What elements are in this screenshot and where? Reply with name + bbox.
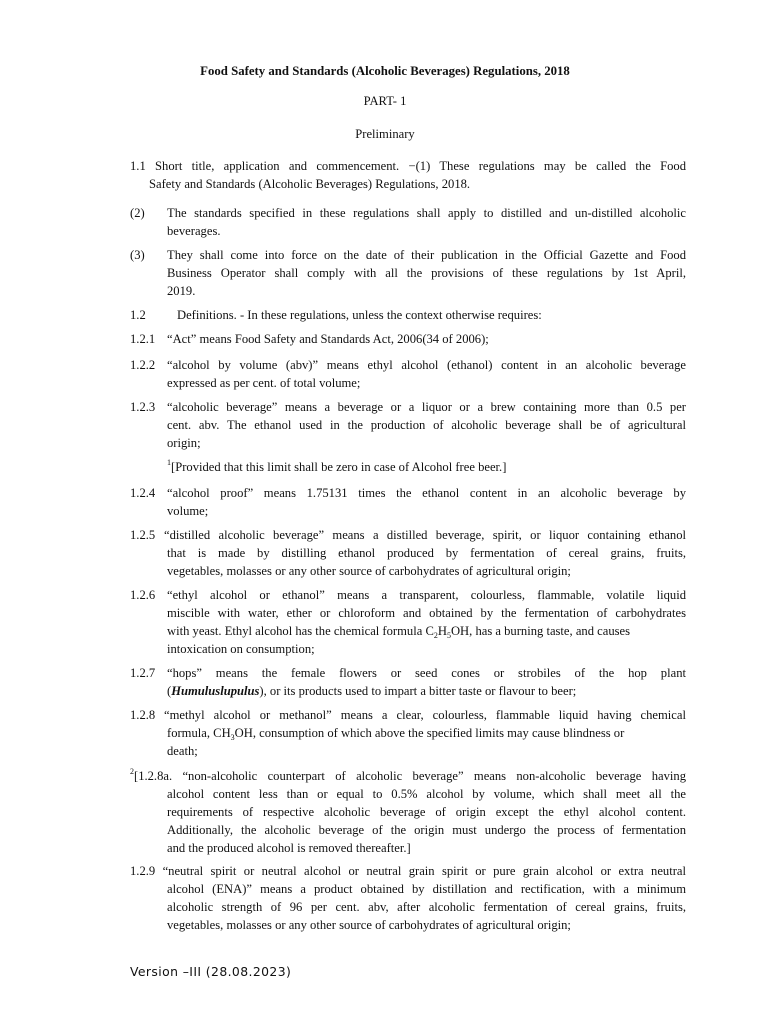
footnote-marker: 1 <box>167 458 171 467</box>
clause-text-line: that is made by distilling ethanol produced by fermentation of cereal grains, fruits, <box>167 546 686 560</box>
subscript: 5 <box>446 631 451 640</box>
text-run: OH, consumption of which above the specified limits may cause blindness or <box>234 726 625 740</box>
clause-number: 1.2.4 <box>130 486 156 500</box>
clause-number: 1.2.7 <box>130 666 156 680</box>
clause-text-line: death; <box>167 744 198 758</box>
clause-text-line: volume; <box>167 504 209 518</box>
part-heading: PART- 1 <box>363 94 407 108</box>
text-run: [1.2.8a. “non-alcoholic counterpart of alcoholic beverage” means non-alcoholic beverage having <box>134 769 686 783</box>
clause-text-line: “alcoholic beverage” means a beverage or a liquor or a brew containing more than 0.5 per <box>167 400 686 414</box>
clause-number: (3) <box>130 248 145 262</box>
clause-text-line: “alcohol by volume (abv)” means ethyl alcohol (ethanol) content in an alcoholic beverage <box>167 358 686 372</box>
version-footer: Version –III (28.08.2023) <box>130 964 292 979</box>
clause-text-line: They shall come into force on the date of their publication in the Official Gazette and Food <box>167 248 686 262</box>
clause-text-line: cent. abv. The ethanol used in the production of alcoholic beverage shall be of agricultural <box>167 418 686 432</box>
clause-text-line: miscible with water, ether or chloroform and obtained by the fermentation of carbohydrates <box>167 606 686 620</box>
clause-text-line <box>164 724 686 742</box>
scientific-name: Humuluslupulus <box>171 684 260 698</box>
text-run: “neutral spirit or neutral alcohol or neutral grain spirit or pure grain alcohol or extra neutral <box>162 864 686 878</box>
text-run: OH, has a burning taste, and causes <box>450 624 631 638</box>
clause-text-line <box>167 682 686 700</box>
clause-text-line <box>167 622 686 640</box>
clause-text-line: vegetables, molasses or any other source of carbohydrates of agricultural origin; <box>167 564 571 578</box>
clause-text-line: expressed as per cent. of total volume; <box>167 376 361 390</box>
footnote-marker: 2 <box>130 767 134 776</box>
section-heading: Preliminary <box>355 127 415 141</box>
text-run: ), or its products used to impart a bitter taste or flavour to beer; <box>259 684 577 698</box>
clause-number: 1.2.3 <box>130 400 156 414</box>
clause-text-line: and the produced alcohol is removed thereafter.] <box>167 841 411 855</box>
clause-text-line: Business Operator shall comply with all the provisions of these regulations by 1st April, <box>167 266 686 280</box>
clause-text-line: Safety and Standards (Alcoholic Beverages) Regulations, 2018. <box>149 177 471 191</box>
clause-text-line: [Provided that this limit shall be zero in case of Alcohol free beer.] <box>171 460 507 474</box>
clause-text-line: “distilled alcoholic beverage” means a distilled beverage, spirit, or liquor containing ethanol <box>164 528 686 542</box>
clause-text-line: 2019. <box>167 284 196 298</box>
clause-number: (2) <box>130 206 145 220</box>
clause-text-line <box>130 767 686 785</box>
clause-number: 1.2.2 <box>130 358 156 372</box>
clause-text-line: “Act” means Food Safety and Standards Act, 2006(34 of 2006); <box>167 332 489 346</box>
subscript: 3 <box>230 733 235 742</box>
clause-text-line: “ethyl alcohol or ethanol” means a transparent, colourless, flammable, volatile liquid <box>167 588 686 602</box>
clause-text-line: Additionally, the alcoholic beverage of the origin must undergo the process of fermentation <box>167 823 686 837</box>
text-run: H <box>437 624 447 638</box>
text-run: ( <box>167 684 172 698</box>
clause-number: 1.2.9 <box>130 864 156 878</box>
clause-text-line: “methyl alcohol or methanol” means a clear, colourless, flammable liquid having chemical <box>164 708 686 722</box>
clause-text-line: alcohol content less than or equal to 0.5% alcohol by volume, which shall meet all the <box>167 787 686 801</box>
document-title: Food Safety and Standards (Alcoholic Beverages) Regulations, 2018 <box>200 64 570 78</box>
clause-text-line: intoxication on consumption; <box>167 642 315 656</box>
clause-text-line: vegetables, molasses or any other source of carbohydrates of agricultural origin; <box>167 918 571 932</box>
clause-number: 1.2.1 <box>130 332 156 346</box>
clause-text-line: alcoholic strength of 96 per cent. abv, after alcoholic fermentation of cereal grains, fruits, <box>167 900 686 914</box>
proviso <box>167 458 506 478</box>
clause-number: 1.2.8 <box>130 708 156 722</box>
clause-text-line: The standards specified in these regulations shall apply to distilled and un-distilled alcoholic <box>167 206 686 220</box>
clause-text-line: “hops” means the female flowers or seed cones or strobiles of the hop plant <box>167 666 686 680</box>
text-run: with yeast. Ethyl alcohol has the chemical formula C <box>167 624 434 638</box>
clause-text-line: 1.1 Short title, application and commencement. −(1) These regulations may be called the Food <box>130 159 686 173</box>
clause-text-line: requirements of respective alcoholic beverage of origin except the ethyl alcohol content. <box>167 805 686 819</box>
clause-text-line: alcohol (ENA)” means a product obtained by distillation and rectification, with a minimum <box>167 882 686 896</box>
clause-number: 1.2.6 <box>130 588 156 602</box>
clause-number: 1.2 <box>130 308 146 322</box>
clause-text-line: Definitions. - In these regulations, unless the context otherwise requires: <box>177 308 542 322</box>
subscript: 2 <box>433 631 438 640</box>
text-run: formula, CH <box>167 726 231 740</box>
clause-text-line <box>130 862 686 880</box>
clause-number: 1.2.5 <box>130 528 156 542</box>
clause-text-line: “alcohol proof” means 1.75131 times the ethanol content in an alcoholic beverage by <box>167 486 686 500</box>
clause-text-line: beverages. <box>167 224 221 238</box>
clause-text-line: origin; <box>167 436 201 450</box>
